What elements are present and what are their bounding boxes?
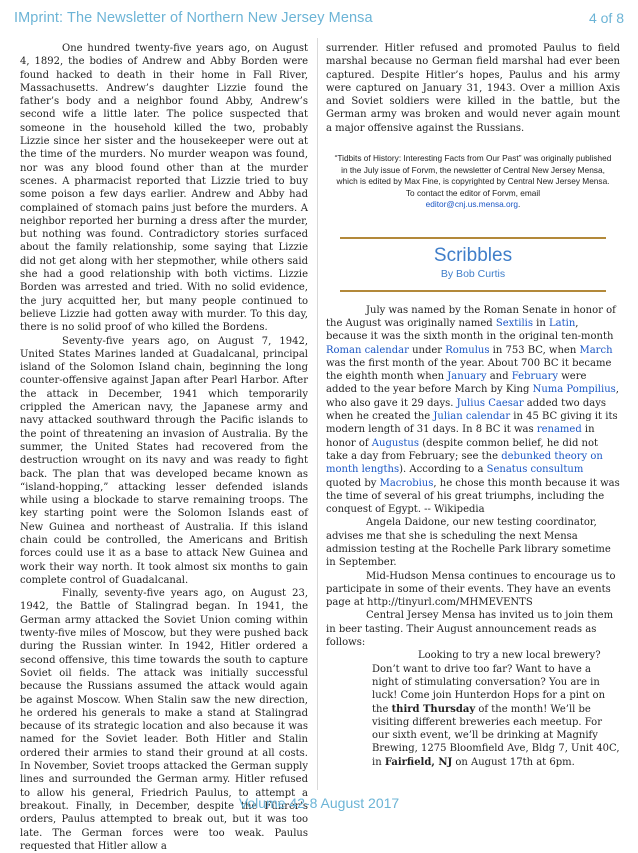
link-february[interactable]: February: [511, 371, 559, 383]
link-march[interactable]: March: [579, 344, 613, 356]
editor-email-link[interactable]: editor@cnj.us.mensa.org: [425, 199, 519, 210]
text-run: on August 17th at 6pm.: [452, 756, 575, 768]
article-paragraph-guadalcanal: Seventy-five years ago, on August 7, 1942, United States Marines landed at Guadalcanal, principal island of the Solomon Island chain, beginning the long counter-offensive against Japan after Pearl Harbor. After the attack in December, 1941 which temporarily crippled the American navy, the Japanese army and navy attacked southward through the Pacific islands to the point of threatening an invasion of Australia. By the summer, the United States had recovered from the destruction wrought on its navy and was ready to fight back. The plan that was developed became known as “island-hopping,” attacking lesser defended islands while using a blockade to starve remaining troops. The key starting point were the Solomon Islands east of New Guinea and northeast of Australia. If this island chain could be controlled, the Americans and British forces could use it as a base to attack New Guinea and work their way north. It took almost six months to gain complete control of Guadalcanal.: [20, 335, 308, 586]
link-debunked-theory[interactable]: debunked theory on month lengths: [326, 450, 603, 476]
central-jersey-paragraph: Central Jersey Mensa has invited us to join them in beer tasting. Their August announcement reads as follows:: [326, 610, 614, 649]
text-run: was the first month of the year. About 700 BC it became the eighth month when: [326, 357, 612, 383]
text-run: (despite common belief, he did not take a day from February; see the: [326, 437, 599, 462]
bold-run: Fairfield, NJ: [384, 756, 453, 768]
announcement-quote: [372, 649, 620, 769]
text-run: , who also gave it 29 days.: [326, 384, 619, 409]
link-julian-calendar[interactable]: Julian calendar: [433, 411, 511, 423]
link-augustus[interactable]: Augustus: [371, 437, 420, 449]
article-paragraph-stalingrad: Finally, seventy-five years ago, on August 23, 1942, the Battle of Stalingrad began. In 1941, the German army attacked the Soviet Union coming within twenty-five miles of Moscow, but they were pushed back during the Russian winter. In 1942, Hitler ordered a second offensive, this time towards the south to capture Soviet oil fields. The attack was initially successful because the Russians assumed the attack would again be against Moscow. When Stalin saw the new direction, he ordered his generals to make a stand at Stalingrad because of its strategic location and also because it was named for the Soviet leader. Both Hitler and Stalin ordered their armies to stand their ground at all costs. In November, Soviet troops attacked the German supply lines and surrounded the German army. Hitler refused to allow his general, Friedrich Paulus, to attempt a breakout. Finally, in December, despite the Führer’s orders, Paulus attempted to break out, but it was too late. The German forces were too weak. Paulus requested that Hitler allow a: [20, 588, 308, 852]
newsletter-footer: Volume 42-8 August 2017: [238, 795, 400, 811]
link-sextilis[interactable]: Sextilis: [495, 317, 533, 329]
article-continuation: surrender. Hitler refused and promoted Paulus to field marshal because no German field marshal had ever been captured. Despite Hitler’s hopes, Paulus and his army were captured on January 31, 1943. Over a million Axis and Soviet soldiers were killed in the battle, but the German army was broken and would never again mount a major offensive against the Russians.: [326, 43, 620, 134]
text-run: under: [408, 344, 446, 356]
text-run: in 753 BC, when: [489, 344, 580, 356]
testing-paragraph: Angela Daidone, our new testing coordinator, advises me that she is scheduling the next Mensa admission testing at the Rochelle Park library sometime in September.: [326, 517, 611, 569]
text-run: in: [533, 317, 549, 329]
credit-text: “Tidbits of History: Interesting Facts from Our Past” was originally published in the July issue of Forvm, the newsletter of Central New Jersey Mensa, which is edited by Max Fine, is copyrighted by Central New Jersey Mensa. To contact the editor of Forvm, email: [334, 153, 612, 198]
text-run: ). According to a: [399, 464, 487, 476]
newsletter-header: [14, 10, 624, 28]
link-numa-pompilius[interactable]: Numa Pompilius: [532, 384, 616, 396]
text-run: , he chose this month because it was the time of several of his great triumphs, including the conquest of Egypt. -- Wikipedia: [326, 477, 620, 516]
text-run: quoted by: [326, 477, 380, 489]
right-column: [326, 42, 620, 769]
link-julius-caesar[interactable]: Julius Caesar: [456, 397, 524, 409]
link-january[interactable]: January: [447, 371, 487, 383]
section-rule-top: [340, 237, 606, 239]
article-paragraph-borden: One hundred twenty-five years ago, on August 4, 1892, the bodies of Andrew and Abby Borden were found hacked to death in their home in Fall River, Massachusetts. Andrew’s daughter Lizzie found the father’s body and a neighbor found Abby, Andrew’s second wife a little later. The police suspected that someone in the household killed the two, probably Lizzie since her sister and the housekeeper were out at the time of the murders. No murder weapon was found, nor was any blood found other than at the murder scenes. A pharmacist reported that Lizzie tried to buy some poison a few days earlier. Andrew and Abby had complained of stomach pains just before the murders. A neighbor reported her burning a dress after the murder, but nothing was found. Contradictory stories surfaced about the family relationship, some saying that Lizzie did not get along with her stepmother, while others said she had a good relationship with both victims. Lizzie Borden was arrested and tried. With no solid evidence, the jury acquitted her, but many people continued to believe Lizzie had gotten away with murder. To this day, there is no solid proof of who killed the Bordens.: [20, 43, 308, 334]
link-latin[interactable]: Latin: [549, 317, 576, 329]
page-number: 4 of 8: [588, 10, 624, 26]
july-paragraph: [326, 304, 620, 517]
link-senatus-consultum[interactable]: Senatus consultum: [486, 464, 584, 476]
mid-hudson-paragraph: Mid-Hudson Mensa continues to encourage us to participate in some of their events. They have an events page at http://tinyurl.com/MHMEVENTS: [326, 570, 616, 609]
section-rule-bottom: [340, 290, 606, 292]
left-column: [20, 42, 308, 853]
link-macrobius[interactable]: Macrobius: [379, 477, 434, 489]
text-run: July was named by the Roman Senate in honor of the August was originally named: [326, 304, 616, 329]
reprint-credit: [334, 153, 612, 211]
link-roman-calendar[interactable]: Roman calendar: [326, 344, 409, 356]
link-renamed[interactable]: renamed: [536, 424, 582, 436]
credit-end: .: [518, 199, 521, 210]
newsletter-title: IMprint: The Newsletter of Northern New Jersey Mensa: [14, 10, 373, 26]
text-run: in 45 BC giving it its modern length of 31 days. In 8 BC it was: [326, 411, 618, 436]
text-run: Looking to try a new local brewery? Don’t want to drive too far? Want to have a night of stimulating conversation? You are in luck! Come join Hunterdon Hops for a pint on the: [372, 650, 606, 715]
text-run: added two days when he created the: [326, 397, 606, 423]
column-divider: [317, 38, 318, 790]
text-run: of the month! We’ll be visiting different breweries each meetup. For our sixth event, we’ll be drinking at Magnify Brewing, 1275 Bloomfield Ave, Bldg 7, Unit 40C, in: [372, 703, 620, 768]
text-run: were added to the year before March by King: [326, 371, 587, 396]
text-run: in honor of: [326, 424, 595, 449]
text-run: , because it was the sixth month in the original ten-month: [326, 317, 614, 343]
section-title: Scribbles: [433, 245, 513, 267]
bold-run: third Thursday: [391, 703, 476, 715]
text-run: and: [486, 371, 512, 383]
quote-text: [372, 649, 620, 769]
section-byline: By Bob Curtis: [440, 268, 506, 281]
link-romulus[interactable]: Romulus: [445, 344, 490, 356]
